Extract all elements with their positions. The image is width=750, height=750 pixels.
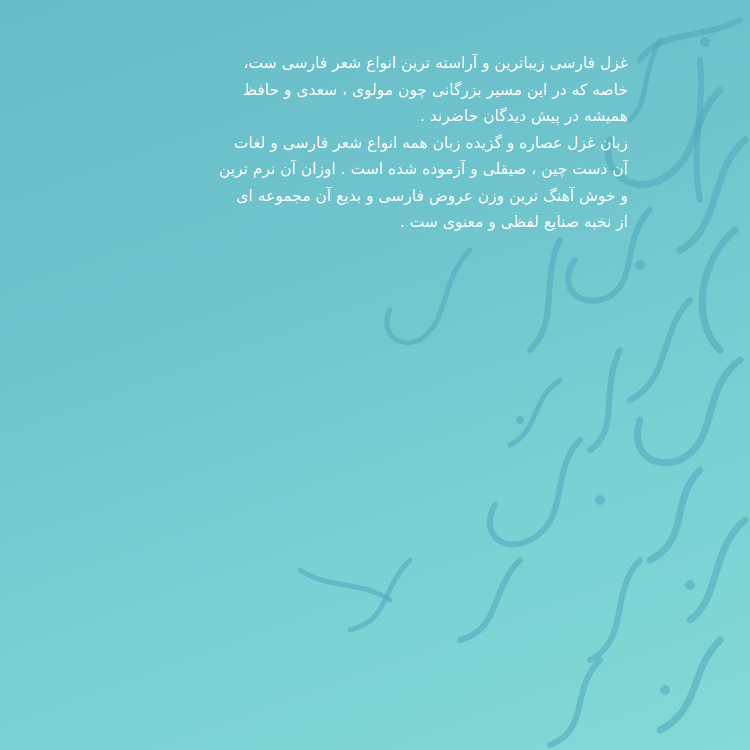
paragraph-2 [108,130,628,236]
text-line: آن دست چین ، صیقلی و آزموده شده است . اوزان آن نرم ترین [218,160,628,178]
description-text [108,50,628,236]
paragraph-1 [108,50,628,130]
text-line: همیشه در پیش دیدگان حاضرند . [420,107,628,125]
text-line: زبان غزل عصاره و گزیده زبان همه انواع شعر فارسی و لغات [233,133,628,152]
text-line: غزل فارسی زیباترین و آراسته ترین انواع شعر فارسی ست، [243,54,628,72]
text-line: از نخبه صنایع لفظی و معنوی ست . [399,213,628,231]
text-line: و خوش آهنگ ترین وزن عروض فارسی و بدیع آن مجموعه ای [236,186,628,205]
text-line: خاصه که در این مسیر بزرگانی چون مولوی ، سعدی و حافظ [242,80,628,99]
